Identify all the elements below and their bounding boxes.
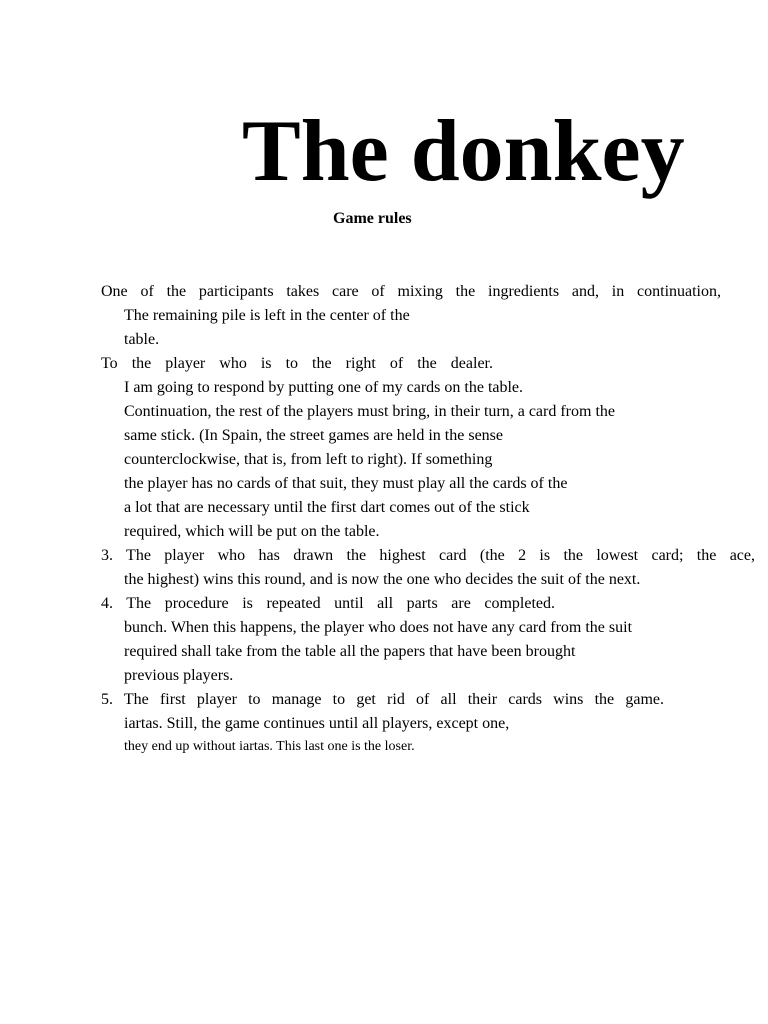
document-subtitle: Game rules [333, 210, 412, 227]
text-line: the player has no cards of that suit, they must play all the cards of the [124, 475, 568, 492]
text-line: a lot that are necessary until the first dart comes out of the stick [124, 499, 530, 516]
text-line: bunch. When this happens, the player who does not have any card from the suit [124, 619, 633, 636]
text-line: previous players. [124, 667, 234, 684]
text-line: The remaining pile is left in the center of the [124, 307, 410, 324]
text-line: table. [124, 331, 160, 348]
text-line: counterclockwise, that is, from left to right). If something [124, 451, 493, 468]
list-item: 3. The player who has drawn the highest card (the 2 is the lowest card; the ace, [101, 547, 755, 564]
text-line: Continuation, the rest of the players must bring, in their turn, a card from the [124, 403, 615, 420]
text-line: required shall take from the table all the papers that have been brought [124, 643, 576, 660]
text-line: same stick. (In Spain, the street games are held in the sense [124, 427, 503, 444]
text-line: the highest) wins this round, and is now the one who decides the suit of the next. [124, 571, 641, 588]
list-item: 4. The procedure is repeated until all parts are completed. [101, 595, 555, 612]
text-line: iartas. Still, the game continues until all players, except one, [124, 715, 510, 732]
text-line: One of the participants takes care of mixing the ingredients and, in continuation, [101, 283, 721, 300]
text-line: they end up without iartas. This last one is the loser. [124, 739, 415, 754]
list-item: 5. The first player to manage to get rid of all their cards wins the game. [101, 691, 664, 708]
text-line: To the player who is to the right of the dealer. [101, 355, 493, 372]
text-line: required, which will be put on the table. [124, 523, 380, 540]
text-line: I am going to respond by putting one of my cards on the table. [124, 379, 524, 396]
document-title: The donkey [242, 103, 685, 200]
